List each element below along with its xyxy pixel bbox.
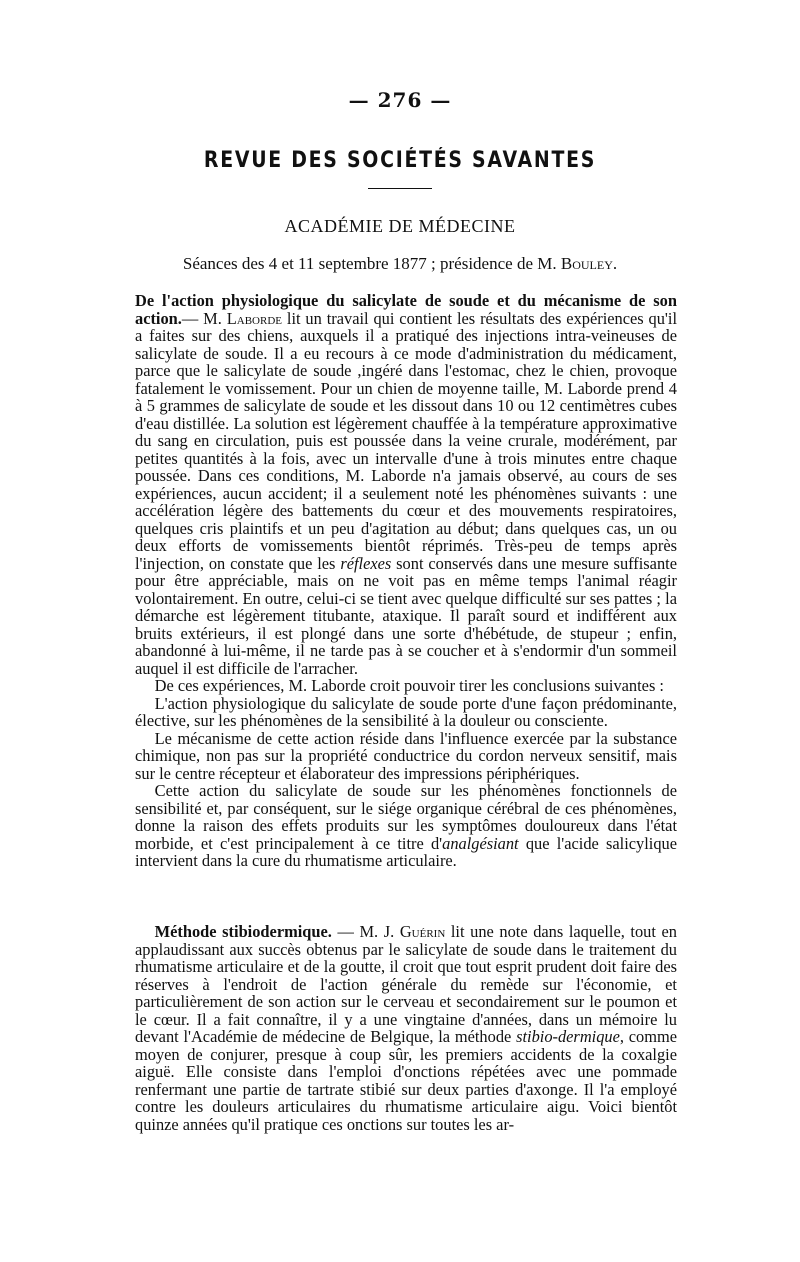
- article-paragraph: De ces expériences, M. Laborde croit pouvoir tirer les conclusions suivantes :: [154, 676, 664, 695]
- article-author: Laborde: [226, 308, 282, 328]
- page-number: — 276 —: [348, 88, 452, 112]
- title-dash: — M.: [181, 308, 227, 328]
- article-paragraph: [135, 782, 677, 870]
- italic-term: réflexes: [340, 553, 392, 573]
- article-author: Guérin: [399, 922, 446, 941]
- paragraph-text: lit une note dans laquelle, tout en applaudissant aux succès obtenus par le salicylate de soude dans le traitement du rhumatisme articulaire et de la goutte, il croit que tout esprit prudent doit faire des réserves à l'endroit de l'action générale du remède sur l'économie, et particulièrement de son action sur le cerveau et secondairement sur le poumon et le cœur. Il a fait connaître, il y a une vingtaine d'années, dans un mémoire lu devant l'Académie de médecine de Belgique, la méthode: [135, 922, 677, 1046]
- paragraph-text: que l'acide salicylique intervient dans la cure du rhumatisme articulaire.: [135, 833, 678, 870]
- title-divider: [368, 188, 432, 189]
- article-paragraph: Le mécanisme de cette action réside dans l'influence exercée par la substance chimique, non pas sur la propriété conductrice du cordon nerveux sensitif, mais sur le centre récepteur et élaborateur des impressions périphériques.: [135, 728, 677, 783]
- paragraph-text: Cette action du salicylate de soude sur les phénomènes fonctionnels de sensibilité et, par conséquent, sur le siége organique cérébral de ces phénomènes, donne la raison des effets produits sur les symptômes douloureux dans l'état morbide, et c'est principalement à ce titre d': [135, 781, 677, 853]
- session-text: Séances des 4 et 11 septembre 1877 ; présidence de M.: [182, 254, 561, 273]
- paragraph-text: , comme moyen de conjurer, presque à coup sûr, les premiers accidents de la coxalgie aiguë. Elle consiste dans l'emploi d'onctions répétées avec une pommade renfermant une partie de tartrate stibié sur deux parties d'axonge. Il l'a employé contre les douleurs articulaires du rhumatisme articulaire aigu. Voici bientôt quinze années qu'il pratique ces onctions sur toutes les ar-: [135, 1027, 677, 1134]
- article-paragraph: L'action physiologique du salicylate de soude porte d'une façon prédominante, élective, sur les phénomènes de la sensibilité à la douleur ou consciente.: [135, 693, 677, 730]
- paragraph-text: sont conservés dans une mesure suffisante pour être appréciable, mais on ne voit pas en même temps l'animal réagir volontairement. En outre, celui-ci se tient avec quelque difficulté sur ses pattes ; la démarche est légèrement titubante, ataxique. Il paraît sourd et indifférent aux bruits extérieurs, il est plongé dans une sorte d'hébétude, de stupeur ; enfin, abandonné à lui-même, il ne tarde pas à se coucher et à s'endormir d'un sommeil auquel il est difficile de l'arracher.: [135, 553, 677, 678]
- article-paragraph: [135, 292, 677, 677]
- italic-term: analgésiant: [442, 833, 519, 853]
- article-title: Méthode stibiodermique.: [154, 922, 332, 941]
- section-heading: ACADÉMIE DE MÉDECINE: [284, 216, 516, 236]
- article-salicylate: [135, 292, 677, 870]
- title-dash: — M. J.: [331, 922, 400, 941]
- article-title: De l'action physiologique du salicylate de soude et du mécanisme de son action.: [135, 291, 677, 328]
- paragraph-text: lit un travail qui contient les résultats des expériences qu'il a faites sur des chiens, auxquels il a pratiqué des injections intra-veineuses de salicylate de soude. Il a eu recours à ce mode d'administration du médicament, parce que le salicylate de soude ,ingéré dans l'estomac, chez le chien, provoque fatalement le vomissement. Pour un chien de moyenne taille, M. Laborde prend 4 à 5 grammes de salicylate de soude et les dissout dans 10 ou 12 centimètres cubes d'eau distillée. La solution est légèrement chauffée à la température approximative du sang en circulation, puis est poussée dans la veine crurale, modérément, par petites quantités à la fois, avec un intervalle d'une à trois minutes entre chaque poussée. Dans ces conditions, M. Laborde n'a jamais observé, au cours de ses expériences, aucun accident; il a seulement noté les phénomènes suivants : une accélération légère des battements du cœur et des mouvements respiratoires, quelques cris plaintifs et un peu d'agitation au début; dans quelques cas, un ou deux efforts de vomissements bientôt réprimés. Très-peu de temps après l'injection, on constate que les: [135, 308, 677, 573]
- session-president: Bouley: [560, 254, 613, 273]
- journal-title: REVUE DES SOCIÉTÉS SAVANTES: [203, 148, 597, 173]
- article-paragraph: [135, 923, 677, 1133]
- session-line: [0, 254, 800, 274]
- italic-term: stibio-dermique: [516, 1027, 620, 1046]
- session-suffix: .: [612, 254, 618, 273]
- article-stibiodermique: [135, 923, 677, 1133]
